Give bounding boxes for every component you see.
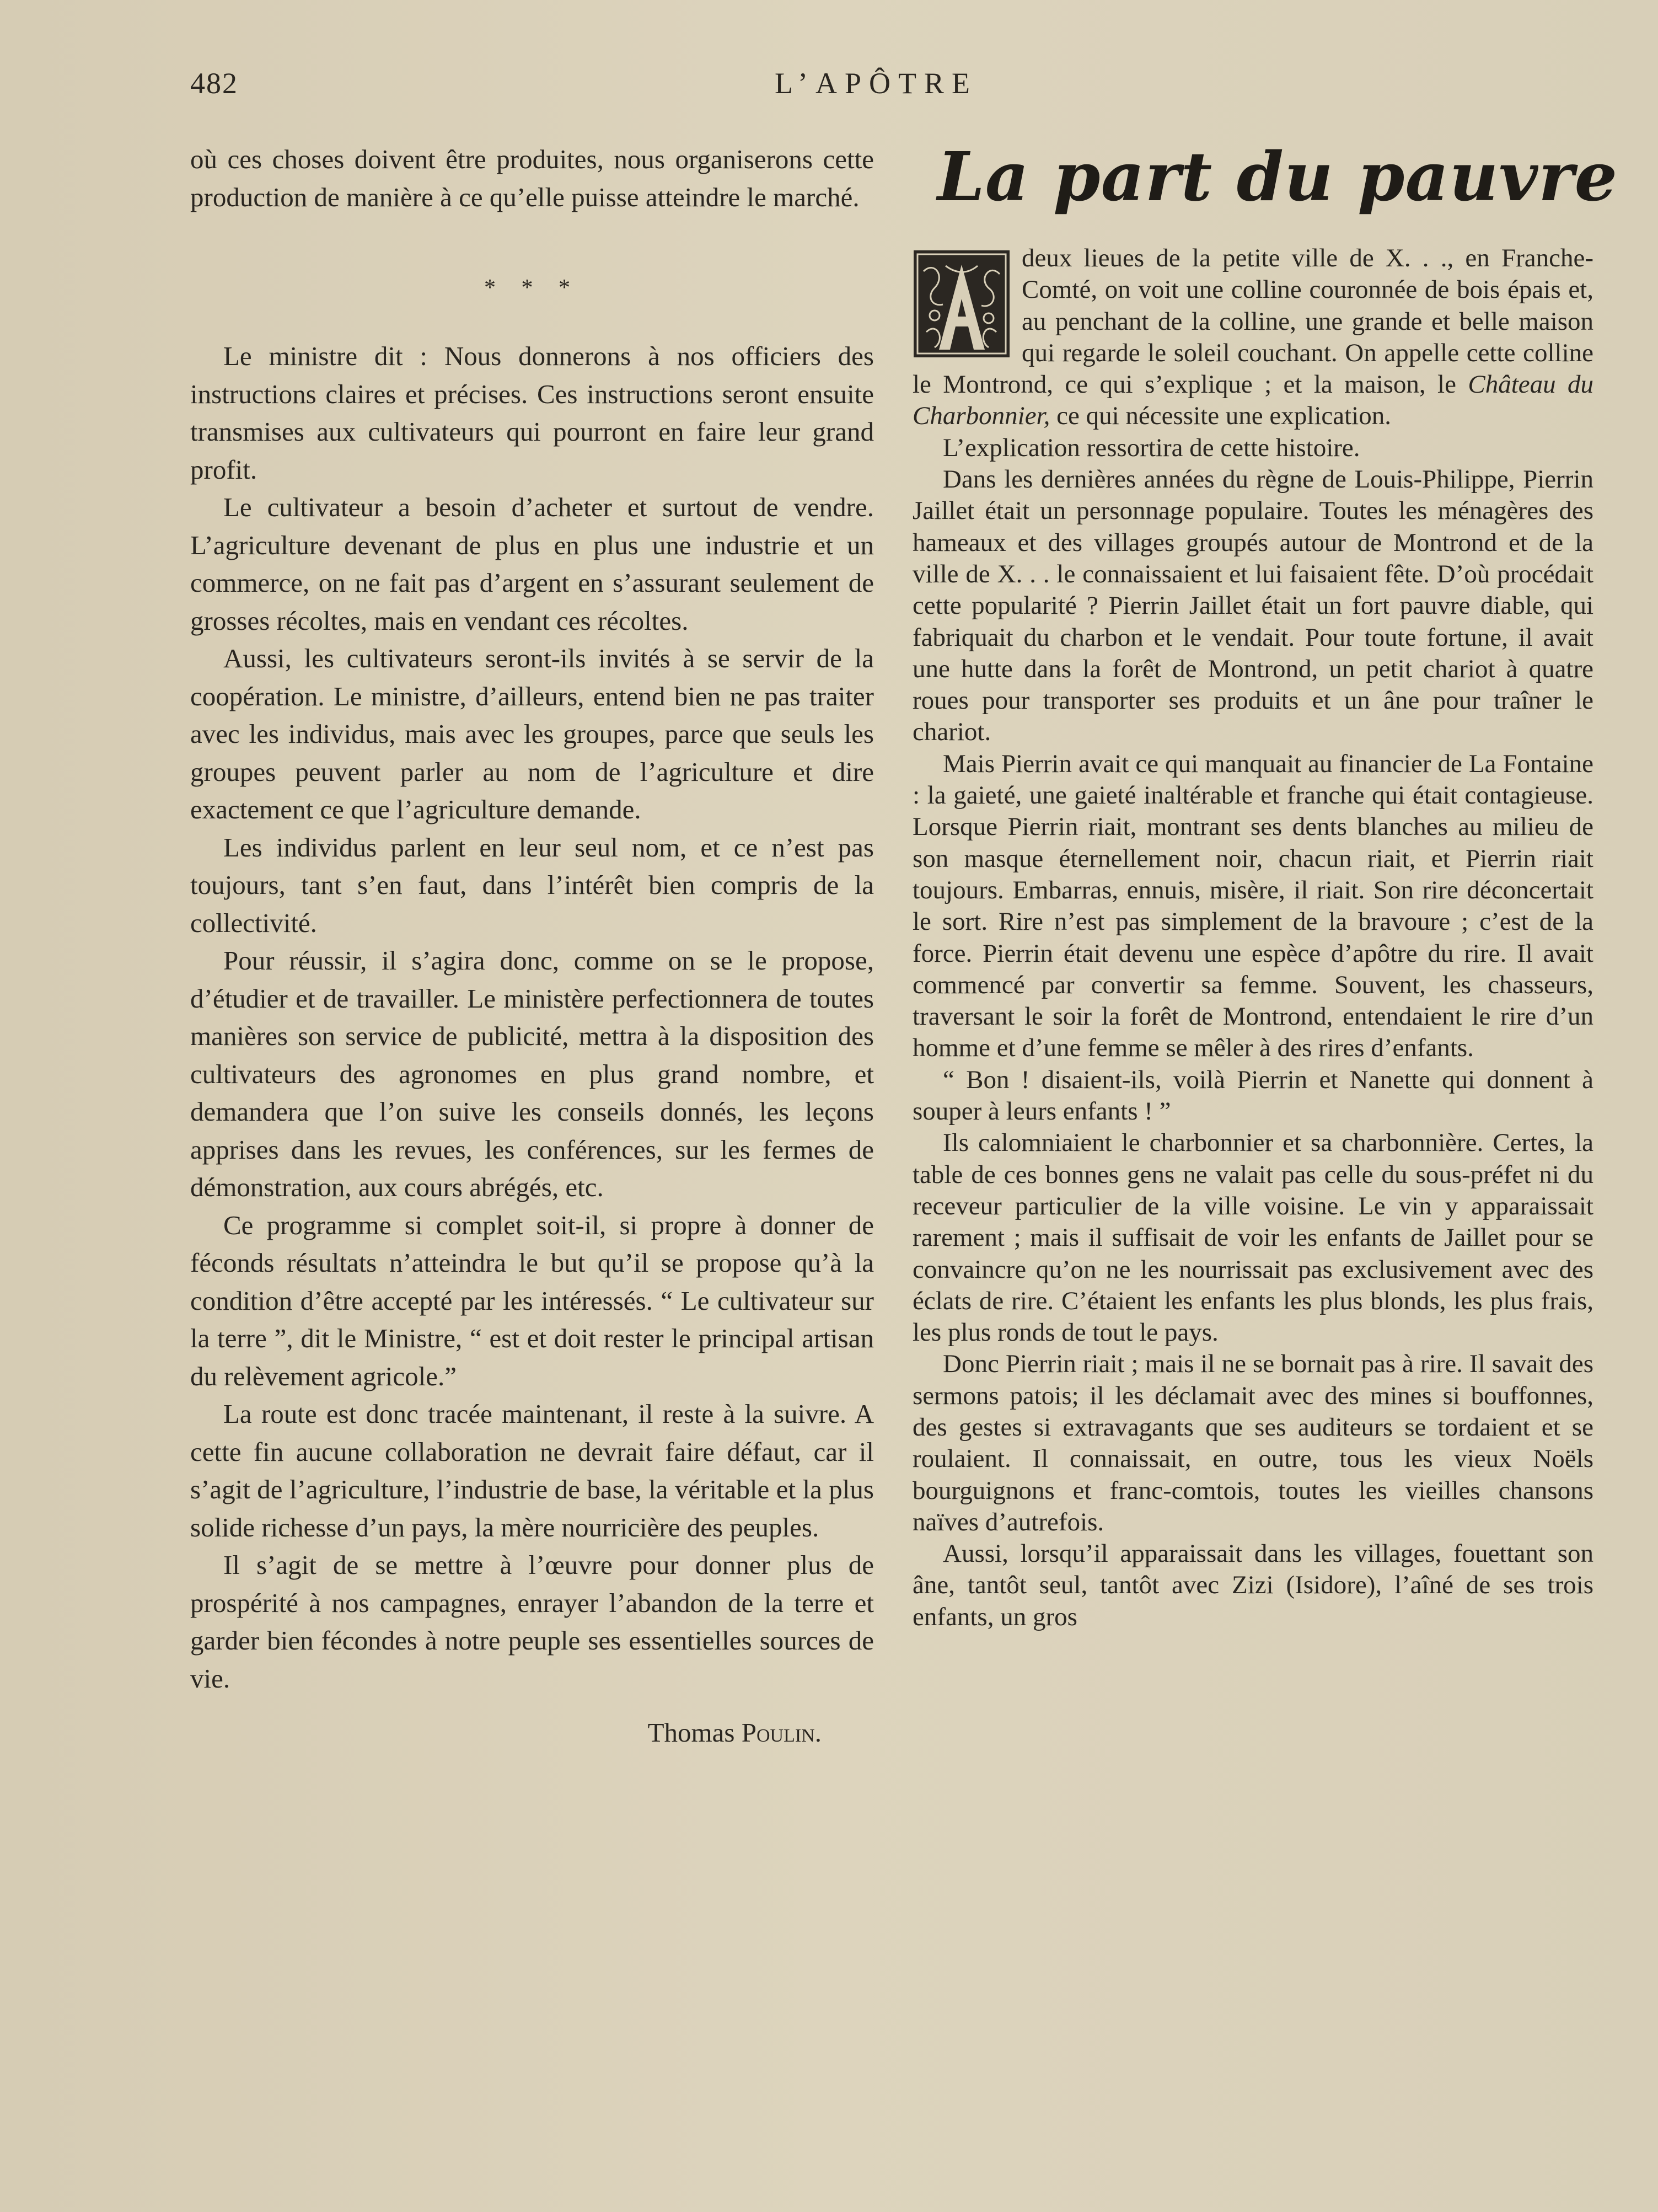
article-paragraph-6: Ils calomniaient le charbonnier et sa charbonnière. Certes, la table de ces bonnes gens ne valait pas celle du sous-préfet ni du receveur particulier de la ville voisine. Le vin y apparaissait rarement ; mais il suffisait de voir les enfants de Jaillet pour se convaincre qu’on ne les nourrissait pas exclusivement avec des éclats de rire. C’étaient les enfants les plus blonds, les plus frais, les plus ronds de tout le pays. — [913, 1128, 1593, 1347]
journal-title: L’APÔTRE — [775, 67, 978, 100]
article-paragraph-1-text: deux lieues de la petite ville de X. . ., en Franche-Comté, on voit une colline couronnée de bois épais et, au penchant de la colline, une grande et belle maison qui regarde le soleil couchant. On appelle cette colline le Montrond, ce qui s’explique ; et la maison, le — [913, 244, 1593, 399]
left-paragraph-3: Le cultivateur a besoin d’acheter et surtout de vendre. L’agriculture devenant de plus en plus une industrie et un commerce, on ne fait pas d’argent en s’assurant seulement de grosses récoltes, mais en vendant ces récoltes. — [190, 492, 874, 636]
left-paragraph-2: Le ministre dit : Nous donnerons à nos officiers des instructions claires et précises. Ces instructions seront ensuite transmises aux cultivateurs qui pourront en faire leur grand profit. — [190, 341, 874, 485]
article-paragraph-8: Aussi, lorsqu’il apparaissait dans les villages, fouettant son âne, tantôt seul, tantôt avec Zizi (Isidore), l’aîné de ses trois enfants, un gros — [913, 1539, 1593, 1631]
article-paragraph-2: L’explication ressortira de cette histoire. — [943, 433, 1360, 462]
left-column — [190, 141, 874, 1752]
left-paragraph-9: Il s’agit de se mettre à l’œuvre pour donner plus de prospérité à nos campagnes, enrayer l’abandon de la terre et garder bien fécondes à notre peuple ses essentielles sources de vie. — [190, 1550, 874, 1694]
article-paragraph-1-end: ce qui nécessite une explication. — [1050, 401, 1391, 431]
author-last-name: Poulin. — [741, 1717, 822, 1748]
article-paragraph-1-italic: Château du Charbonnier, — [913, 370, 1593, 431]
left-paragraph-6: Pour réussir, il s’agira donc, comme on se le propose, d’étudier et de travailler. Le ministère perfectionnera de toutes manières son service de publicité, mettra à la disposition des cultivateurs des agronomes en plus grand nombre, et demandera que l’on suive les conseils donnés, les leçons apprises dans les revues, les conférences, sur les fermes de démonstration, aux cours abrégés, etc. — [190, 945, 874, 1202]
left-paragraph-8: La route est donc tracée maintenant, il reste à la suivre. A cette fin aucune collaboration ne devrait faire défaut, car il s’agit de l’agriculture, l’industrie de base, la véritable et la plus solide richesse d’un pays, la mère nourricière des peuples. — [190, 1399, 874, 1542]
page-number: 482 — [190, 67, 238, 100]
left-paragraph-7: Ce programme si complet soit-il, si propre à donner de féconds résultats n’atteindra le but qu’il se propose qu’à la condition d’être accepté par les intéressés. “ Le cultivateur sur la terre ”, dit le Ministre, “ est et doit rester le principal artisan du relèvement agricole.” — [190, 1209, 874, 1391]
dropcap-ornament — [913, 249, 1011, 358]
left-paragraph-5: Les individus parlent en leur seul nom, et ce n’est pas toujours, tant s’en faut, dans l’intérêt bien compris de la collectivité. — [190, 832, 874, 938]
article-title: La part du pauvre — [937, 137, 1618, 216]
author-first-name: Thomas — [647, 1717, 735, 1748]
article-paragraph-1 — [913, 243, 1593, 432]
article-paragraph-3: Dans les dernières années du règne de Louis-Philippe, Pierrin Jaillet était un personnage populaire. Toutes les ménagères des hameaux et des villages groupés autour de Montrond et de la ville de X. . . le connaissaient et lui faisaient fête. D’où procédait cette popularité ? Pierrin Jaillet était un fort pauvre diable, qui fabriquait du charbon et le vendait. Pour toute fortune, il avait une hutte dans la forêt de Montrond, un petit chariot à quatre roues pour transporter ses produits et un âne pour traîner le chariot. — [913, 465, 1593, 747]
section-separator: * * * — [484, 275, 580, 301]
right-column — [913, 243, 1593, 1633]
left-paragraph-1: où ces choses doivent être produites, nous organiserons cette production de manière à ce qu’elle puisse atteindre le marché. — [190, 144, 874, 212]
author-signature — [190, 1714, 874, 1752]
left-paragraph-4: Aussi, les cultivateurs seront-ils invités à se servir de la coopération. Le ministre, d’ailleurs, entend bien ne pas traiter avec les individus, mais avec les groupes, parce que seuls les groupes peuvent parler au nom de l’agriculture et dire exactement ce que l’agriculture demande. — [190, 643, 874, 824]
article-paragraph-7: Donc Pierrin riait ; mais il ne se bornait pas à rire. Il savait des sermons patois; il les déclamait avec des mines si bouffonnes, des gestes si extravagants que ses auditeurs se tordaient et se roulaient. Il connaissait, en outre, tous les vieux Noëls bourguignons et franc-comtois, toutes les vieilles chansons naïves d’autrefois. — [913, 1349, 1593, 1536]
article-paragraph-5: “ Bon ! disaient-ils, voilà Pierrin et Nanette qui donnent à souper à leurs enfants ! ” — [913, 1065, 1593, 1126]
article-paragraph-4: Mais Pierrin avait ce qui manquait au financier de La Fontaine : la gaieté, une gaieté inaltérable et franche qui était contagieuse. Lorsque Pierrin riait, montrant ses dents blanches au milieu de son masque éternellement noir, chacun riait, et Pierrin riait toujours. Embarras, ennuis, misère, il riait. Son rire déconcertait le sort. Rire n’est pas simplement de la bravoure ; c’est de la force. Pierrin était devenu une espèce d’apôtre du rire. Il avait commencé par convertir sa femme. Souvent, les chasseurs, traversant le soir la forêt de Montrond, entendaient le rire d’un homme et d’une femme se mêler à des rires d’enfants. — [913, 749, 1593, 1063]
ornamental-letter-icon — [913, 249, 1011, 358]
page-header — [190, 66, 1596, 110]
